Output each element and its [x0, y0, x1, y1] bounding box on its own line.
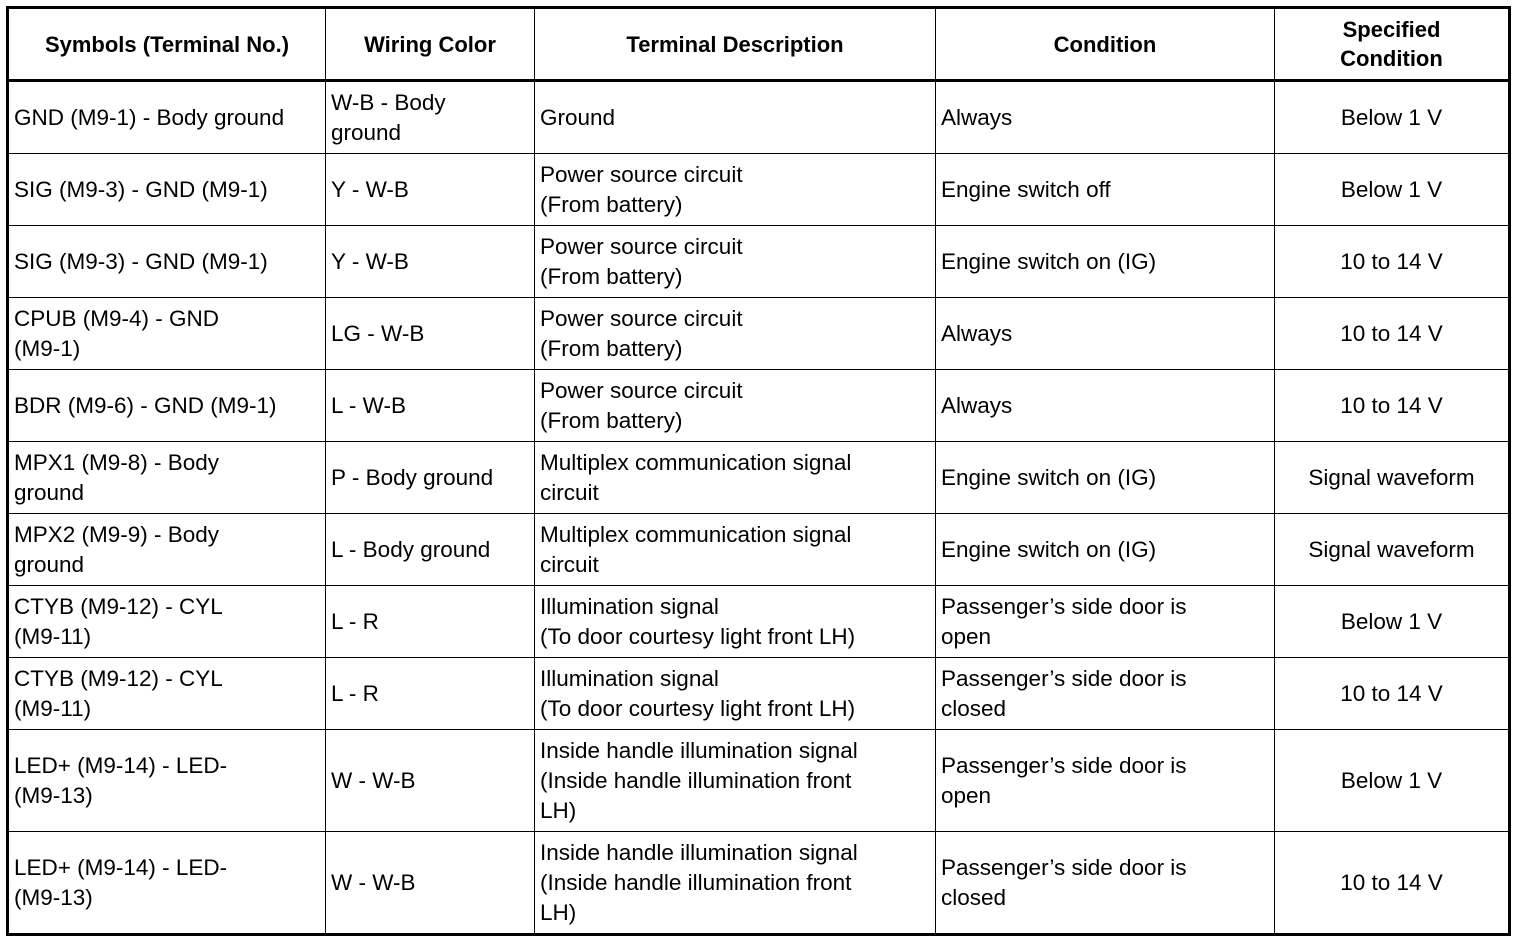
cell-symbols: GND (M9-1) - Body ground: [8, 81, 326, 154]
cell-condition: Engine switch on (IG): [936, 514, 1275, 586]
table-row: [8, 154, 1510, 226]
cell-terminal-description: Ground: [535, 81, 936, 154]
cell-wiring-color: L - W-B: [326, 370, 535, 442]
table-row: [8, 226, 1510, 298]
cell-terminal-description: Power source circuit (From battery): [535, 154, 936, 226]
cell-symbols: LED+ (M9-14) - LED- (M9-13): [8, 832, 326, 935]
cell-specified-condition: Signal waveform: [1275, 442, 1510, 514]
cell-specified-condition: 10 to 14 V: [1275, 226, 1510, 298]
cell-condition: Passenger’s side door is open: [936, 586, 1275, 658]
cell-condition: Passenger’s side door is closed: [936, 832, 1275, 935]
header-specified-condition: Specified Condition: [1275, 8, 1510, 81]
cell-condition: Engine switch off: [936, 154, 1275, 226]
cell-terminal-description: Illumination signal (To door courtesy light front LH): [535, 586, 936, 658]
table-row: [8, 832, 1510, 935]
cell-symbols: SIG (M9-3) - GND (M9-1): [8, 154, 326, 226]
cell-wiring-color: L - R: [326, 658, 535, 730]
cell-specified-condition: Signal waveform: [1275, 514, 1510, 586]
cell-symbols: CTYB (M9-12) - CYL (M9-11): [8, 586, 326, 658]
cell-condition: Always: [936, 81, 1275, 154]
cell-symbols: CTYB (M9-12) - CYL (M9-11): [8, 658, 326, 730]
cell-specified-condition: 10 to 14 V: [1275, 298, 1510, 370]
cell-symbols: MPX2 (M9-9) - Body ground: [8, 514, 326, 586]
cell-condition: Always: [936, 298, 1275, 370]
cell-symbols: LED+ (M9-14) - LED- (M9-13): [8, 730, 326, 832]
cell-wiring-color: W - W-B: [326, 730, 535, 832]
cell-wiring-color: P - Body ground: [326, 442, 535, 514]
table-row: [8, 442, 1510, 514]
cell-specified-condition: Below 1 V: [1275, 586, 1510, 658]
cell-wiring-color: W-B - Body ground: [326, 81, 535, 154]
cell-condition: Always: [936, 370, 1275, 442]
cell-terminal-description: Inside handle illumination signal (Inside handle illumination front LH): [535, 730, 936, 832]
table-row: [8, 586, 1510, 658]
cell-wiring-color: W - W-B: [326, 832, 535, 935]
cell-symbols: SIG (M9-3) - GND (M9-1): [8, 226, 326, 298]
cell-wiring-color: Y - W-B: [326, 154, 535, 226]
cell-symbols: MPX1 (M9-8) - Body ground: [8, 442, 326, 514]
cell-terminal-description: Power source circuit (From battery): [535, 226, 936, 298]
cell-condition: Engine switch on (IG): [936, 226, 1275, 298]
cell-condition: Engine switch on (IG): [936, 442, 1275, 514]
cell-specified-condition: 10 to 14 V: [1275, 370, 1510, 442]
table-row: [8, 730, 1510, 832]
cell-condition: Passenger’s side door is closed: [936, 658, 1275, 730]
cell-terminal-description: Multiplex communication signal circuit: [535, 442, 936, 514]
table-row: [8, 370, 1510, 442]
table-row: [8, 514, 1510, 586]
cell-symbols: BDR (M9-6) - GND (M9-1): [8, 370, 326, 442]
cell-specified-condition: Below 1 V: [1275, 81, 1510, 154]
cell-wiring-color: LG - W-B: [326, 298, 535, 370]
table-row: [8, 81, 1510, 154]
cell-condition: Passenger’s side door is open: [936, 730, 1275, 832]
header-wiring-color: Wiring Color: [326, 8, 535, 81]
cell-wiring-color: Y - W-B: [326, 226, 535, 298]
cell-terminal-description: Power source circuit (From battery): [535, 298, 936, 370]
header-symbols: Symbols (Terminal No.): [8, 8, 326, 81]
header-condition: Condition: [936, 8, 1275, 81]
cell-terminal-description: Power source circuit (From battery): [535, 370, 936, 442]
cell-specified-condition: Below 1 V: [1275, 730, 1510, 832]
table-header-row: [8, 8, 1510, 81]
cell-wiring-color: L - R: [326, 586, 535, 658]
cell-terminal-description: Inside handle illumination signal (Inside handle illumination front LH): [535, 832, 936, 935]
cell-terminal-description: Illumination signal (To door courtesy light front LH): [535, 658, 936, 730]
table-row: [8, 658, 1510, 730]
cell-specified-condition: 10 to 14 V: [1275, 658, 1510, 730]
table-row: [8, 298, 1510, 370]
cell-specified-condition: Below 1 V: [1275, 154, 1510, 226]
header-terminal-description: Terminal Description: [535, 8, 936, 81]
terminal-spec-table: [6, 6, 1511, 936]
cell-wiring-color: L - Body ground: [326, 514, 535, 586]
cell-terminal-description: Multiplex communication signal circuit: [535, 514, 936, 586]
cell-symbols: CPUB (M9-4) - GND (M9-1): [8, 298, 326, 370]
cell-specified-condition: 10 to 14 V: [1275, 832, 1510, 935]
